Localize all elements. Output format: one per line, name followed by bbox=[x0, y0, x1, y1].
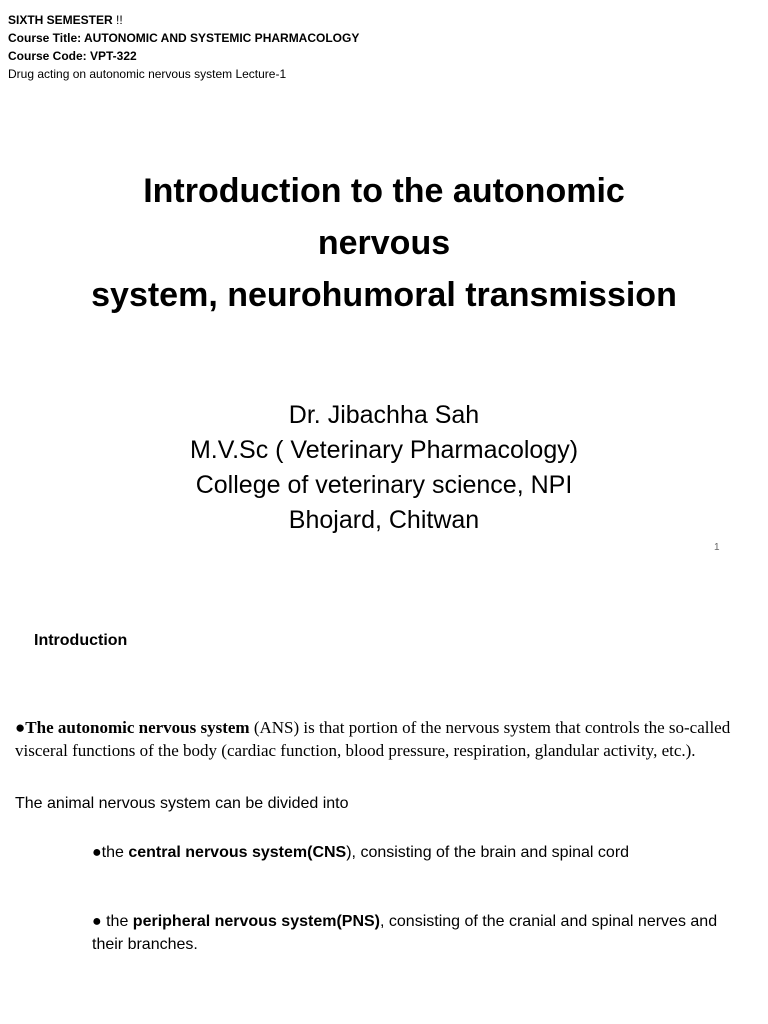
division-intro-text: The animal nervous system can be divided into bbox=[15, 795, 349, 812]
pns-bullet bbox=[92, 910, 752, 956]
title-line-1: Introduction to the autonomic bbox=[143, 172, 625, 210]
lecture-title bbox=[0, 165, 768, 321]
pns-prefix: ● the bbox=[92, 913, 133, 930]
ans-term: The autonomic nervous system bbox=[25, 718, 250, 737]
course-title: Course Title: AUTONOMIC AND SYSTEMIC PHARMACOLOGY bbox=[8, 31, 360, 45]
semester-suffix: !! bbox=[112, 13, 123, 27]
author-college: College of veterinary science, NPI bbox=[195, 471, 573, 499]
author-name: Dr. Jibachha Sah bbox=[288, 401, 480, 429]
course-code: Course Code: VPT-322 bbox=[8, 49, 137, 63]
pns-description: , consisting of the cranial and spinal nerves and their branches. bbox=[92, 913, 718, 953]
bullet-mark: ● bbox=[15, 718, 26, 737]
title-line-3: system, neurohumoral transmission bbox=[91, 276, 677, 314]
cns-bullet bbox=[92, 842, 742, 864]
cns-prefix: ●the bbox=[92, 844, 129, 861]
title-line-2: nervous bbox=[317, 224, 451, 262]
ans-definition-paragraph bbox=[15, 716, 755, 762]
author-degree: M.V.Sc ( Veterinary Pharmacology) bbox=[189, 436, 579, 464]
pns-term: peripheral nervous system(PNS) bbox=[132, 913, 380, 930]
course-header bbox=[8, 11, 359, 83]
cns-term: central nervous system(CNS bbox=[128, 844, 347, 861]
semester-label: SIXTH SEMESTER bbox=[8, 13, 113, 27]
ans-description: (ANS) is that portion of the nervous system that controls the so-called visceral functions of the body (cardiac function, blood pressure, respiration, glandular activity, etc.). bbox=[15, 718, 731, 760]
lecture-line: Drug acting on autonomic nervous system Lecture-1 bbox=[8, 67, 287, 81]
semester-line bbox=[8, 11, 359, 29]
author-location: Bhojard, Chitwan bbox=[288, 506, 480, 534]
cns-description: ), consisting of the brain and spinal cord bbox=[346, 844, 630, 861]
author-block bbox=[0, 398, 768, 538]
section-heading: Introduction bbox=[34, 632, 128, 649]
page-number: 1 bbox=[714, 542, 720, 553]
